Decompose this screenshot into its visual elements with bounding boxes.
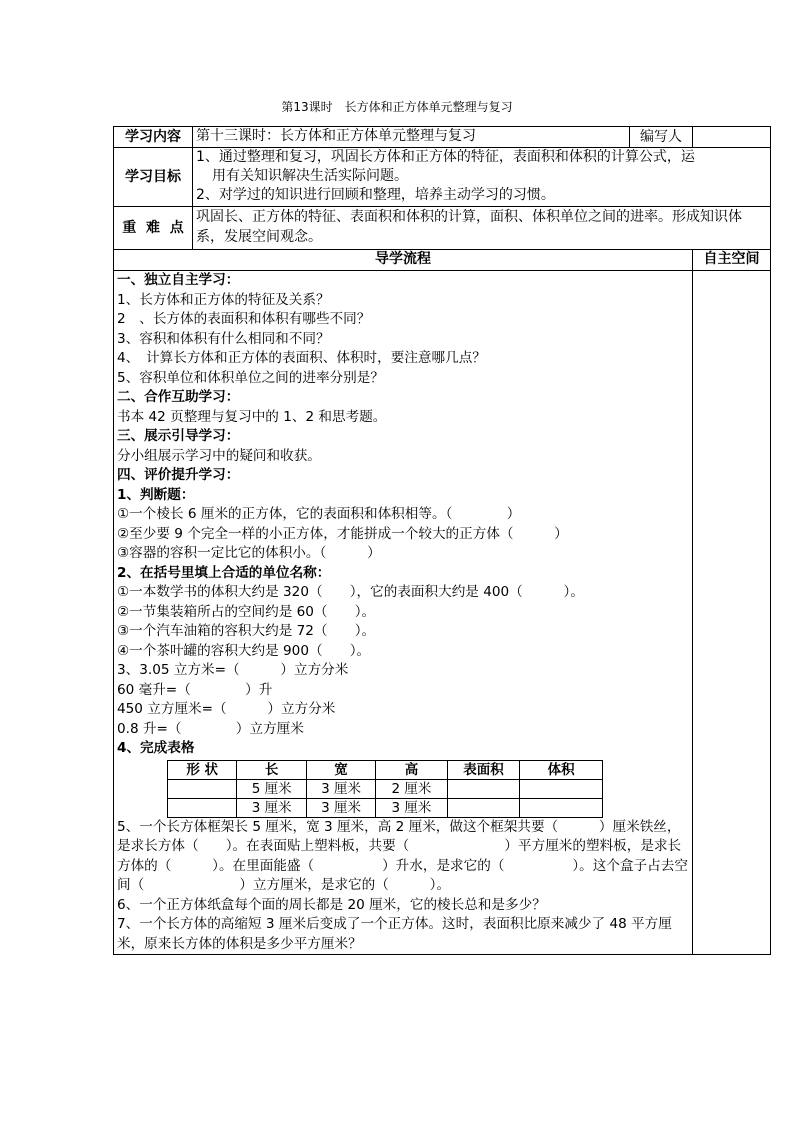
flow-after [117,818,689,955]
flow-line: ③容器的容积一定比它的体积小。（ ） [117,545,381,561]
flow-line: ③一个汽车油箱的容积大约是 72（ ）。 [117,623,376,639]
flow-line: ④一个茶叶罐的容积大约是 900（ ）。 [117,642,371,659]
table-cell [520,798,603,817]
goal-line: 2、对学过的知识进行回顾和整理，培养主动学习的习惯。 [196,187,555,203]
flow-line: 书本 42 页整理与复习中的 1、2 和思考题。 [117,408,387,425]
flow-line: 3、容积和体积有什么相同和不同？ [117,330,330,347]
goals-label: 学习目标 [114,148,193,207]
section-heading: 4、完成表格 [117,740,195,756]
table-cell: 3 厘米 [376,798,447,817]
flow-line: 4、 计算长方体和正方体的表面积、体积时，要注意哪几点？ [117,350,486,366]
table-cell [447,779,520,798]
section-heading: 1、判断题： [117,486,195,503]
flow-line: ①一个棱长 6 厘米的正方体，它的表面积和体积相等。（ ） [117,506,521,522]
flow-line: ②一节集装箱所占的空间约是 60（ ）。 [117,603,376,620]
table-cell: 3 厘米 [237,798,306,817]
section-heading: 一、独立自主学习： [117,272,240,288]
flow-line: 分小组展示学习中的疑问和收获。 [117,447,321,464]
table-cell: 3 厘米 [306,798,375,817]
shape-table-header: 长 [237,760,306,779]
flow-line: ①一本数学书的体积大约是 320（ ），它的表面积大约是 400（ ）。 [117,584,584,600]
content-label: 学习内容 [114,127,193,148]
shape-table-header: 表面积 [447,760,520,779]
shape-table-header: 体积 [520,760,603,779]
question-line: 6、一个正方体纸盒每个面的周长都是 20 厘米，它的棱长总和是多少？ [117,896,546,913]
flow-lines [117,271,689,759]
question-line: 7、一个长方体的高缩短 3 厘米后变成了一个正方体。这时，表面积比原来减少了 48 平方厘米，原来长方体的体积是多少平方厘米？ [117,916,672,952]
shape-table-header: 形 状 [168,760,237,779]
goal-line: 1、通过整理和复习，巩固长方体和正方体的特征，表面积和体积的计算公式，运 [196,149,695,165]
section-heading: 二、合作互助学习： [117,389,240,405]
flow-line: 60 毫升=（ ）升 [117,681,273,698]
section-heading: 2、在括号里填上合适的单位名称： [117,564,331,581]
flow-content [114,271,693,955]
self-study-space [693,271,771,955]
keypoints-text: 巩固长、正方体的特征、表面积和体积的计算，面积、体积单位之间的进率。形成知识体系，发展空间观念。 [193,207,771,250]
content-value: 第十三课时：长方体和正方体单元整理与复习 [193,127,630,148]
table-cell [520,779,603,798]
table-row [168,798,603,817]
section-heading: 四、评价提升学习： [117,467,240,483]
flow-line: 3、3.05 立方米=（ ）立方分米 [117,662,349,678]
section-heading: 三、展示引导学习： [117,428,240,444]
table-cell [168,798,237,817]
table-cell: 2 厘米 [376,779,447,798]
table-cell: 5 厘米 [237,779,306,798]
flow-line: 2 、长方体的表面积和体积有哪些不同？ [117,311,371,327]
table-cell [447,798,520,817]
page-title: 第13课时 长方体和正方体单元整理与复习 [281,100,513,114]
keypoints-label: 重 难 点 [114,207,193,250]
shape-table-header: 宽 [306,760,375,779]
table-cell [168,779,237,798]
flow-line: 450 立方厘米=（ ）立方分米 [117,701,336,717]
author-value [693,127,771,148]
table-cell: 3 厘米 [306,779,375,798]
space-header: 自主空间 [693,250,771,271]
goal-line: 用有关知识解决生活实际问题。 [212,168,408,184]
shape-table-header: 高 [376,760,447,779]
author-label: 编写人 [630,127,693,148]
flow-line: 1、长方体和正方体的特征及关系？ [117,291,330,308]
goals-text [193,148,771,207]
flow-line: ②至少要 9 个完全一样的小正方体，才能拼成一个较大的正方体（ ） [117,525,568,542]
flow-line: 5、容积单位和体积单位之间的进率分别是？ [117,369,384,386]
table-row [168,779,603,798]
flow-header: 导学流程 [114,250,693,271]
question-line: 5、一个长方体框架长 5 厘米，宽 3 厘米，高 2 厘米，做这个框架共要（ ）厘米铁丝，是求长方体（ ）。在表面贴上塑料板，共要（ ）平方厘米的塑料板，是求长方体的（ ）。在里面能盛（ ）升水，是求它的（ ）。这个盒子占去空间（ ）立方厘米，是求它的（ ）。 [117,818,688,893]
flow-line: 0.8 升=（ ）立方厘米 [117,720,304,737]
shape-table [167,760,603,818]
lesson-table [113,126,771,955]
